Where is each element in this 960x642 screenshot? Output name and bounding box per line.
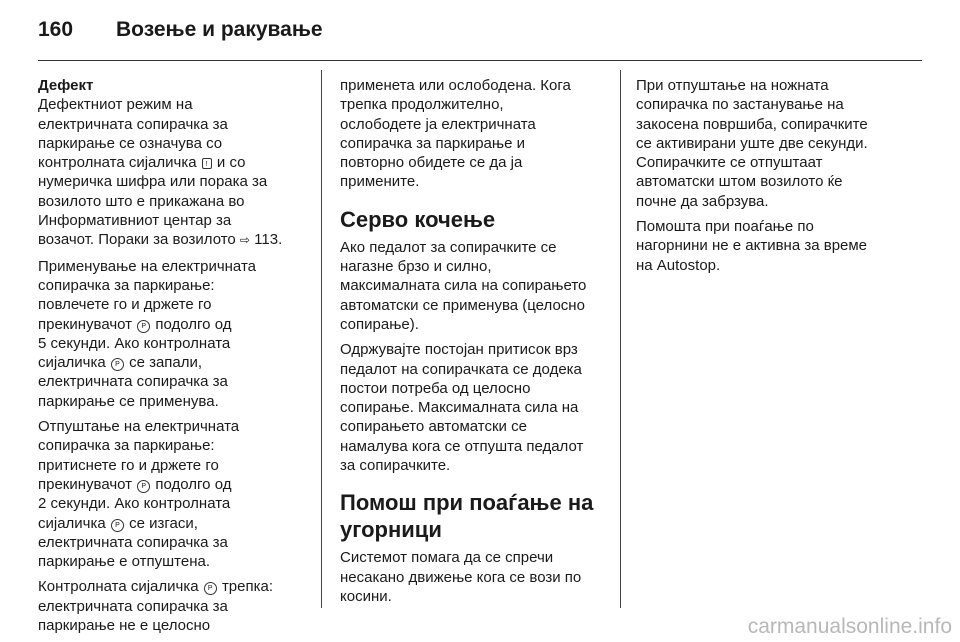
- text-line: електричната сопирачка за: [38, 373, 228, 391]
- parking-brake-icon: P: [137, 480, 150, 493]
- text-line: почне да забрзува.: [636, 192, 769, 210]
- watermark: carmanualsonline.info: [747, 615, 952, 638]
- text-line: Дефектниот режим на: [38, 96, 193, 114]
- text-line: [38, 315, 312, 334]
- text-line: При отпуштање на ножната: [636, 77, 829, 94]
- text-line: постои потреба од целосно: [340, 379, 531, 397]
- page-number: 160: [38, 18, 74, 41]
- text-fragment: прекинувачот: [38, 315, 133, 333]
- text-line: на Autostop.: [636, 256, 721, 274]
- text-line: Сопирачките се отпуштаат: [636, 154, 823, 172]
- text-line: трепка продолжително,: [340, 96, 504, 114]
- text-line: нагорнини не е активна за време: [636, 237, 868, 255]
- text-line: сопирање. Максималната сила на: [340, 399, 579, 417]
- text-line: [38, 353, 312, 372]
- text-fragment: сијаличка: [38, 354, 106, 372]
- text-line: возилото што е прикажана во: [38, 192, 245, 210]
- text-line: електричната сопирачка за: [38, 533, 228, 551]
- text-line: сопирачка за паркирање и: [340, 134, 525, 152]
- paragraph-continued: [340, 76, 614, 192]
- text-line: Системот помага да се спречи: [340, 549, 554, 567]
- text-fragment: подолго од: [155, 315, 232, 333]
- text-line: Применување на електричната: [38, 257, 256, 275]
- header-divider: [38, 60, 922, 61]
- text-line: примените.: [340, 173, 420, 191]
- text-fragment: трепка:: [221, 578, 274, 596]
- text-line: [38, 475, 312, 494]
- text-line: Информативниот центар за: [38, 212, 232, 230]
- text-fragment: подолго од: [155, 475, 232, 493]
- parking-brake-fault-icon: !: [202, 158, 212, 169]
- text-line: применета или ослободена. Кога: [340, 77, 571, 94]
- text-line: [38, 153, 312, 172]
- parking-brake-icon: P: [111, 519, 124, 532]
- text-fragment: и со: [216, 154, 246, 172]
- column-3: [636, 76, 926, 281]
- text-line: Помошта при поаѓање по: [636, 218, 814, 236]
- text-line: педалот на сопирачката се додека: [340, 360, 582, 378]
- text-line: закосена површиба, сопирачките: [636, 115, 868, 133]
- page-header: [38, 18, 323, 50]
- text-line: ослободете ја електричната: [340, 115, 536, 133]
- paragraph-apply: [38, 257, 312, 411]
- text-line: паркирање се означува со: [38, 134, 223, 152]
- text-line: притиснете го и држете го: [38, 456, 219, 474]
- text-line: паркирање се применува.: [38, 392, 219, 410]
- text-line: намалува кога се отпушта педалот: [340, 437, 584, 455]
- column-2: [340, 76, 614, 612]
- text-line: паркирање е отпуштена.: [38, 553, 211, 571]
- text-line: сопирачка по застанување на: [636, 96, 844, 114]
- section-heading-defect: Дефект: [38, 77, 94, 94]
- text-fragment: возачот. Пораки за возилото: [38, 231, 236, 249]
- text-line: [38, 230, 312, 250]
- text-fragment: сијаличка: [38, 514, 106, 532]
- page-reference-arrow-icon: ⇨: [239, 233, 250, 248]
- text-fragment: се запали,: [129, 354, 203, 372]
- text-line: повлечете го и држете го: [38, 296, 212, 314]
- section-heading-hill-start-assist: [340, 489, 614, 543]
- text-line: Ако педалот за сопирачките се: [340, 238, 557, 256]
- paragraph-defect: [38, 95, 312, 250]
- text-line: 2 секунди. Ако контролната: [38, 495, 231, 513]
- text-line: максималната сила на сопирањето: [340, 277, 587, 295]
- section-heading-servo-braking: Серво кочење: [340, 206, 496, 232]
- paragraph-blinking: [38, 577, 312, 635]
- text-line: електричната сопирачка за: [38, 115, 228, 133]
- paragraph-autostop: [636, 217, 926, 275]
- parking-brake-icon: P: [137, 320, 150, 333]
- paragraph-release: [38, 417, 312, 571]
- text-line: Отпуштање на електричната: [38, 418, 240, 436]
- heading-line: угорници: [340, 517, 442, 543]
- paragraph-servo-2: [340, 340, 614, 475]
- text-line: сопирањето автоматски се: [340, 418, 527, 436]
- paragraph-hill-start: [340, 548, 614, 606]
- text-fragment: се изгаси,: [129, 514, 198, 532]
- paragraph-servo-1: [340, 238, 614, 334]
- text-fragment: контролната сијаличка: [38, 154, 197, 172]
- text-line: сопирачка за паркирање:: [38, 276, 215, 294]
- column-1: [38, 76, 312, 641]
- text-line: за сопирачките.: [340, 457, 451, 475]
- column-divider-1: [321, 70, 322, 608]
- parking-brake-icon: P: [204, 582, 217, 595]
- text-line: сопирање).: [340, 315, 419, 333]
- text-line: нагазне брзо и силно,: [340, 258, 492, 276]
- text-line: Одржувајте постојан притисок врз: [340, 341, 578, 359]
- text-fragment: Контролната сијаличка: [38, 578, 199, 596]
- column-divider-2: [620, 70, 621, 608]
- text-line: 5 секунди. Ако контролната: [38, 334, 231, 352]
- text-line: [38, 577, 312, 596]
- page-title: Возење и ракување: [116, 18, 323, 41]
- text-line: несакано движење кога се вози по: [340, 568, 582, 586]
- text-line: електричната сопирачка за: [38, 597, 228, 615]
- text-line: косини.: [340, 587, 392, 605]
- page-reference[interactable]: 113.: [254, 231, 283, 249]
- text-line: повторно обидете се да ја: [340, 154, 523, 172]
- parking-brake-icon: P: [111, 358, 124, 371]
- text-line: се активирани уште две секунди.: [636, 134, 868, 152]
- text-fragment: прекинувачот: [38, 475, 133, 493]
- text-line: паркирање не е целосно: [38, 617, 211, 635]
- text-line: нумеричка шифра или порака за: [38, 173, 268, 191]
- text-line: сопирачка за паркирање:: [38, 437, 215, 455]
- text-line: автоматски штом возилото ќе: [636, 173, 843, 191]
- text-line: автоматски се применува (целосно: [340, 296, 585, 314]
- heading-line: Помош при поаѓање на: [340, 490, 594, 516]
- text-line: [38, 514, 312, 533]
- paragraph-hill-start-release: [636, 76, 926, 211]
